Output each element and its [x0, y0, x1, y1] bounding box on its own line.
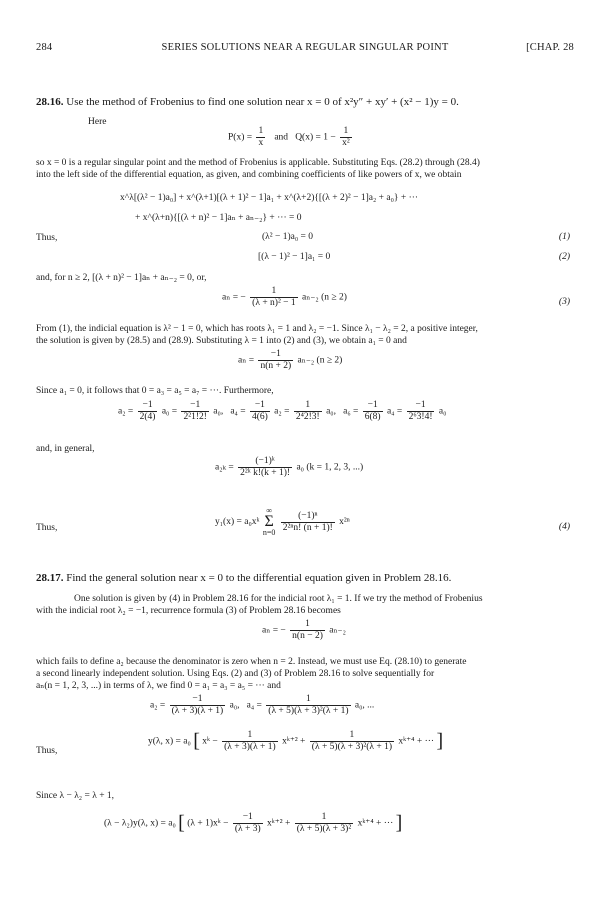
p2-rec-rhs: aₙ₋₂	[329, 625, 346, 636]
equation-1: (λ² − 1)a₀ = 0	[262, 232, 314, 242]
p2-z-lambda	[104, 812, 402, 835]
a6-frac-1	[363, 400, 383, 423]
z-frac-1	[233, 812, 263, 835]
sol-den: 2²ⁿn! (n + 1)!	[282, 522, 333, 533]
here-text: Here	[88, 117, 107, 127]
rec2-den: n(n + 2)	[260, 361, 292, 371]
recurrence-3	[222, 286, 347, 309]
a4-frac-2	[294, 400, 322, 423]
q-lhs: Q(x) = 1 −	[295, 132, 336, 143]
a2-end: a₀,	[213, 406, 224, 417]
gen-den: 2²ᵏ k!(k + 1)!	[240, 468, 291, 478]
sol-fraction	[281, 511, 335, 534]
problem-28-17-heading	[36, 572, 574, 584]
p2-rec-lhs: aₙ = −	[262, 625, 286, 636]
thus-label-2: Thus,	[36, 523, 58, 533]
para-text-1: so x = 0 is a regular singular point and the method of Frobenius is applicable. Substituting Eqs. (28.2) through (28.4)	[36, 158, 480, 168]
a4-mid: a₂ =	[274, 406, 290, 417]
problem-number: 28.16.	[36, 96, 64, 108]
p2-a2-rhs: a₀,	[229, 700, 240, 711]
y-n1: 1	[222, 730, 278, 742]
z-lhs: (λ − λ₂)y(λ, x) = a₀	[104, 818, 176, 829]
rec2-rhs: aₙ₋₂ (n ≥ 2)	[297, 355, 343, 366]
rec-lhs: aₙ = −	[222, 292, 246, 303]
gen-lhs: a₂ₖ =	[215, 462, 234, 473]
sigma-icon: Σ	[264, 513, 274, 530]
p2-coefficients	[150, 694, 374, 717]
a6-mid: a₄ =	[386, 406, 403, 417]
q-den: x²	[342, 138, 350, 148]
right-bracket-icon: ]	[436, 730, 444, 752]
gen-fraction	[238, 456, 292, 479]
p2-a2-lhs: a₂ =	[150, 700, 166, 711]
y-d1: (λ + 3)(λ + 1)	[224, 742, 276, 752]
rec-rhs: aₙ₋₂ (n ≥ 2)	[302, 292, 347, 303]
y-n2: 1	[310, 730, 394, 742]
a6-frac-2	[407, 400, 435, 423]
left-bracket-icon-2: [	[178, 812, 185, 834]
p-fraction	[256, 126, 265, 149]
a6-n2: −1	[407, 400, 435, 412]
and-word: and	[274, 132, 289, 143]
p2-thus-label: Thus,	[36, 746, 58, 756]
rec-fraction	[250, 286, 298, 309]
y-t1: xᵏ⁺² +	[282, 736, 306, 747]
coefficients-row	[118, 400, 446, 423]
a2-d1: 2(4)	[139, 412, 156, 422]
a2-mid: a₀ =	[161, 406, 178, 417]
rec-num: 1	[250, 286, 298, 298]
equation-1-number: (1)	[558, 232, 570, 242]
equation-2: [(λ − 1)² − 1]a₁ = 0	[258, 252, 331, 262]
p2-text-2: with the indicial root λ₂ = −1, recurrence formula (3) of Problem 28.16 becomes	[36, 606, 341, 616]
problem-statement-2: Find the general solution near x = 0 to the differential equation given in Problem 28.16.	[66, 572, 452, 584]
a6-d2: 2⁶3!4!	[408, 412, 433, 422]
sol-num: (−1)ⁿ	[281, 511, 335, 523]
p2-a4-lhs: a₄ =	[246, 700, 262, 711]
a2-d2: 2²1!2!	[183, 412, 207, 422]
y-lhs: y(λ, x) = a₀	[148, 736, 191, 747]
a2-n1: −1	[138, 400, 158, 412]
right-bracket-icon-2: ]	[395, 812, 403, 834]
sol-lhs: y₁(x) = a₀xᵏ	[215, 517, 260, 528]
a2-lhs: a₂ =	[118, 406, 134, 417]
q-num: 1	[340, 126, 352, 138]
para-text-4: From (1), the indicial equation is λ² − 1 = 0, which has roots λ₁ = 1 and λ₂ = −1. Since λ₁ − λ₂ = 2, a positive integer,	[36, 324, 478, 334]
q-fraction	[340, 126, 352, 149]
a4-end: a₀,	[326, 406, 336, 417]
a6-d1: 6(8)	[364, 412, 381, 422]
para-text-2: into the left side of the differential equation, as given, and combining coefficients of like powers of x, we obtain	[36, 170, 462, 180]
rec2-lhs: aₙ =	[238, 355, 255, 366]
running-header	[36, 42, 574, 56]
a4-d2: 2⁴2!3!	[295, 412, 320, 422]
z-x: (λ + 1)xᵏ −	[187, 818, 229, 829]
z-frac-2	[295, 812, 353, 835]
p2-a2-num: −1	[170, 694, 226, 706]
problem-statement: Use the method of Frobenius to find one solution near x = 0 of x²y″ + xy′ + (x² − 1)y = 0.	[66, 96, 459, 108]
summation	[263, 507, 276, 537]
a4-frac-1	[250, 400, 270, 423]
a4-d1: 4(6)	[251, 412, 268, 422]
z-d1: (λ + 3)	[234, 824, 261, 834]
para-text-5: the solution is given by (28.5) and (28.9). Substituting λ = 1 into (2) and (3), we obtain a₁ = 0 and	[36, 336, 407, 346]
rec2-fraction	[258, 349, 293, 372]
z-n2: 1	[295, 812, 353, 824]
a4-n2: 1	[294, 400, 322, 412]
p2-rec-den: n(n − 2)	[292, 631, 323, 641]
a2-frac-1	[138, 400, 158, 423]
running-title: SERIES SOLUTIONS NEAR A REGULAR SINGULAR POINT	[161, 42, 449, 53]
equation-3-number: (3)	[558, 297, 570, 307]
a6-n1: −1	[363, 400, 383, 412]
sum-top: ∞	[266, 506, 273, 515]
para-text-3: and, for n ≥ 2, [(λ + n)² − 1]aₙ + aₙ₋₂ = 0, or,	[36, 273, 207, 283]
p2-text-1: One solution is given by (4) in Problem 28.16 for the indicial root λ₁ = 1. If we try the method of Frobenius	[74, 594, 483, 604]
y-frac-2	[310, 730, 394, 753]
y-t2: xᵏ⁺⁴ + ···	[398, 736, 435, 747]
rec2-num: −1	[258, 349, 293, 361]
recurrence-lambda-1	[238, 349, 342, 372]
rec-den: (λ + n)² − 1	[252, 298, 296, 308]
a2-n2: −1	[181, 400, 208, 412]
problem-28-16-heading	[36, 96, 574, 108]
y-d2: (λ + 5)(λ + 3)²(λ + 1)	[311, 742, 393, 752]
z-t1: xᵏ⁺² +	[267, 818, 291, 829]
a6-end: a₀	[438, 406, 447, 417]
p2-recurrence	[262, 619, 346, 642]
sol-rhs: x²ⁿ	[339, 517, 350, 528]
p-num: 1	[258, 126, 264, 136]
thus-label: Thus,	[36, 233, 58, 243]
p2-text-4: a second linearly independent solution. Using Eqs. (2) and (3) of Problem 28.16 to solve sequentially for	[36, 669, 435, 679]
left-bracket-icon: [	[193, 730, 200, 752]
p2-since: Since λ − λ₂ = λ + 1,	[36, 791, 115, 801]
problem-number-2: 28.17.	[36, 572, 64, 584]
p2-y-lambda	[148, 730, 443, 753]
z-d2: (λ + 5)(λ + 3)²	[296, 824, 352, 834]
p2-a2-fraction	[170, 694, 226, 717]
p-den: x	[258, 138, 264, 148]
a6-lhs: a₆ =	[343, 406, 359, 417]
equation-4-number: (4)	[558, 522, 570, 532]
p2-a2-den: (λ + 3)(λ + 1)	[171, 706, 224, 716]
y-x: xᵏ −	[202, 736, 218, 747]
p2-text-3: which fails to define a₂ because the denominator is zero when n = 2. Instead, we must use Eq. (28.10) to generate	[36, 657, 467, 667]
series-line-1: x^λ[(λ² − 1)a₀] + x^(λ+1)[(λ + 1)² − 1]a₁ + x^(λ+2){[(λ + 2)² − 1]a₂ + a₀} + ···	[120, 193, 419, 203]
pq-definitions	[228, 126, 354, 149]
general-label: and, in general,	[36, 444, 95, 454]
p2-text-5: aₙ(n = 1, 2, 3, ...) in terms of λ, we find 0 = a₁ = a₃ = a₅ = ··· and	[36, 681, 281, 691]
p2-a4-rhs: a₀, ...	[354, 700, 375, 711]
p2-a4-num: 1	[266, 694, 350, 706]
p2-rec-fraction	[290, 619, 325, 642]
solution-y1	[215, 507, 350, 537]
a4-n1: −1	[250, 400, 270, 412]
y-frac-1	[222, 730, 278, 753]
para-text-6: Since a₁ = 0, it follows that 0 = a₃ = a₅ = a₇ = ···. Furthermore,	[36, 386, 274, 396]
p-lhs: P(x) =	[228, 132, 253, 143]
equation-2-number: (2)	[558, 252, 570, 262]
a4-lhs: a₄ =	[230, 406, 246, 417]
p2-a4-den: (λ + 5)(λ + 3)²(λ + 1)	[268, 706, 349, 716]
gen-num: (−1)ᵏ	[238, 456, 292, 468]
p2-a4-fraction	[266, 694, 350, 717]
a2-frac-2	[181, 400, 208, 423]
p2-rec-num: 1	[290, 619, 325, 631]
page-number: 284	[36, 42, 53, 53]
general-coefficient	[215, 456, 363, 479]
series-line-2: + x^(λ+n){[(λ + n)² − 1]aₙ + aₙ₋₂} + ··· = 0	[135, 213, 302, 223]
chapter-label: [CHAP. 28	[526, 42, 574, 53]
sum-bottom: n=0	[262, 528, 276, 537]
z-n1: −1	[233, 812, 263, 824]
gen-rhs: a₀ (k = 1, 2, 3, ...)	[296, 462, 364, 473]
z-t2: xᵏ⁺⁴ + ···	[357, 818, 394, 829]
